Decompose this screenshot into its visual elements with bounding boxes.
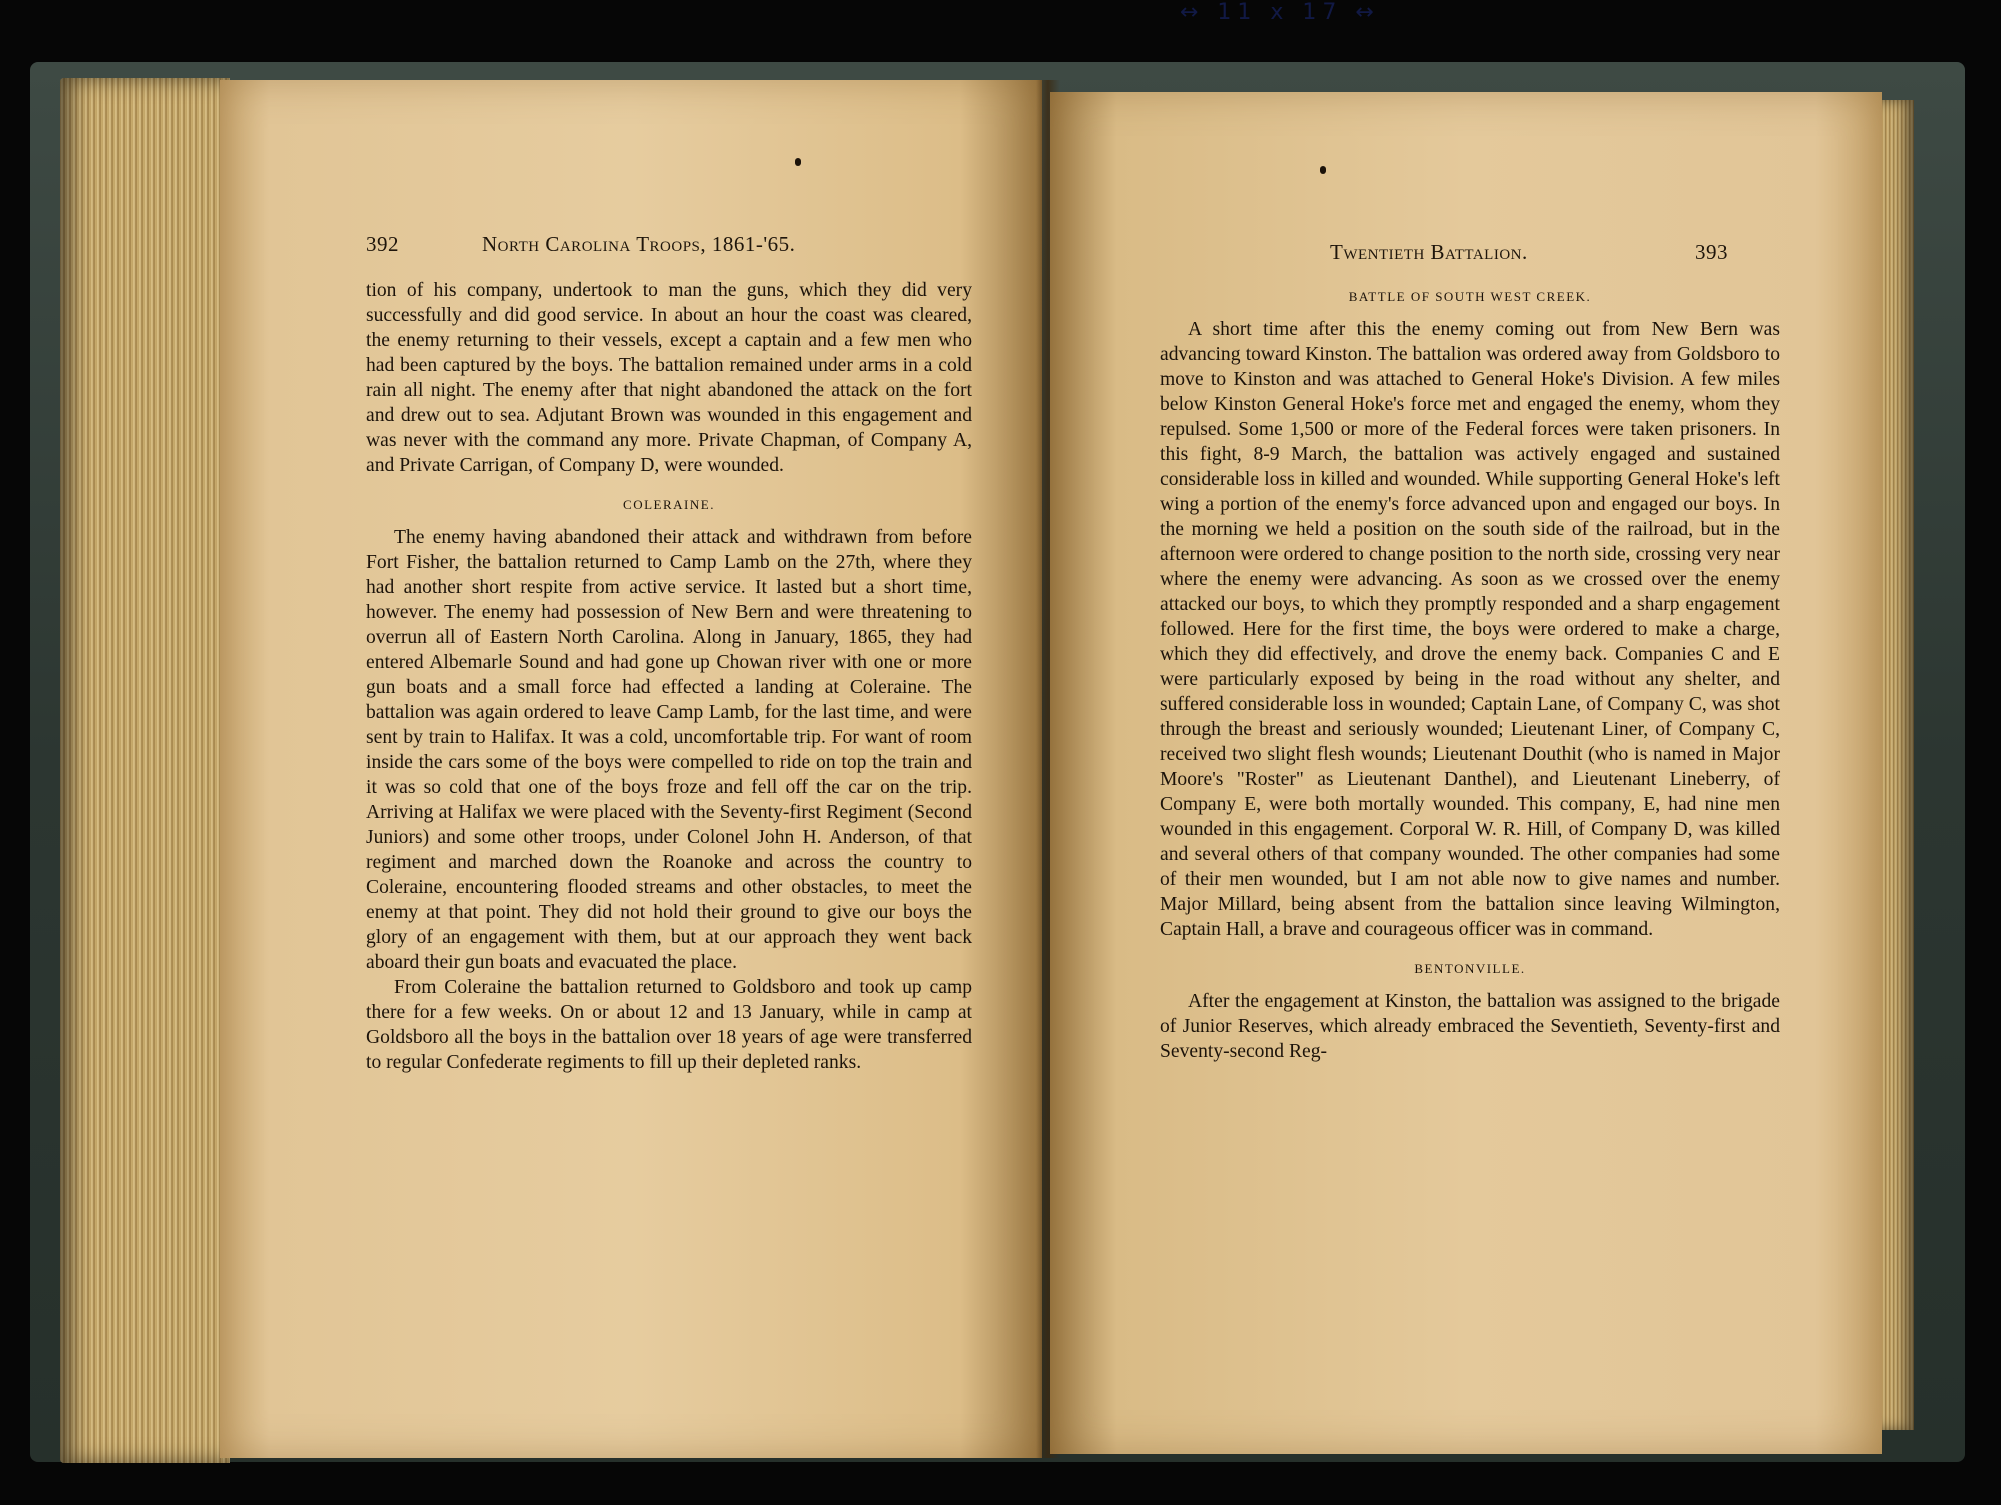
section-heading-coleraine: COLERAINE. [623,497,715,512]
paragraph: A short time after this the enemy coming out from New Bern was advancing toward Kinston. The battalion was ordered away from Goldsboro to move to Kinston and was attached to General Hoke's Division. A few miles below Kinston General Hoke's force met and engaged the enemy, whom they repulsed. Some 1,500 or more of the Federal forces were taken prisoners. In this fight, 8-9 March, the battalion was actively engaged and sustained considerable loss in killed and wounded. While supporting General Hoke's left wing a portion of the enemy's force advanced upon and engaged our boys. In the morning we held a position on the south side of the railroad, but in the afternoon were ordered to change position to the north side, crossing very near where the enemy were advancing. As soon as we crossed over the enemy attacked our boys, to which they promptly responded and a sharp engagement followed. Here for the first time, the boys were ordered to make a charge, which they did effectively, and drove the enemy back. Companies C and E were particularly exposed by being in the road without any shelter, and suffered considerable loss in wounded; Captain Lane, of Company C, was shot through the breast and seriously wounded; Lieutenant Liner, of Company C, received two slight flesh wounds; Lieutenant Douthit (who is named in Major Moore's "Roster" as Lieutenant Danthel), and Lieutenant Lineberry, of Company E, were both mortally wounded. This company, E, had nine men wounded in this engagement. Corporal W. R. Hill, of Company D, was killed and several others of that company wounded. The other companies had some of their men wounded, but I am not able now to give names and number. Major Millard, being absent from the battalion since leaving Wilmington, Captain Hall, a brave and courageous officer was in command. [1160,319,1780,940]
top-mark: ↔ 11 x 17 ↔ [1180,0,1380,25]
left-running-title: North Carolina Troops, 1861-'65. [482,232,796,256]
speck [1320,166,1326,174]
right-running-title: Twentieth Battalion. [1330,240,1528,264]
paragraph: tion of his company, undertook to man the guns, which they did very successfully and did good service. In about an hour the coast was cleared, the enemy returning to their vessels, except a captain and a few men who had been captured by the boys. The battalion remained under arms in a cold rain all night. The enemy after that night abandoned the attack on the fort and drew out to sea. Adjutant Brown was wounded in this engagement and was never with the command any more. Private Chapman, of Company A, and Private Carrigan, of Company D, were wounded. [366,280,972,476]
paragraph: The enemy having abandoned their attack and withdrawn from before Fort Fisher, the battalion returned to Camp Lamb on the 27th, where they had another short respite from active service. It lasted but a short time, however. The enemy had possession of New Bern and were threatening to overrun all of Eastern North Carolina. Along in January, 1865, they had entered Albemarle Sound and had gone up Chowan river with one or more gun boats and a small force had effected a landing at Coleraine. The battalion was again ordered to leave Camp Lamb, for the last time, and were sent by train to Halifax. It was a cold, uncomfortable trip. For want of room inside the cars some of the boys were compelled to ride on top the train and it was so cold that one of the boys froze and fell off the car on the trip. Arriving at Halifax we were placed with the Seventy-first Regiment (Second Juniors) and some other troops, under Colonel John H. Anderson, of that regiment and marched down the Roanoke and across the country to Coleraine, encountering flooded streams and other obstacles, to meet the enemy at that point. They did not hold their ground to give our boys the glory of an engagement with them, but at our approach they went back aboard their gun boats and evacuated the place. [366,527,972,973]
section-heading-bentonville: BENTONVILLE. [1414,961,1526,976]
right-page-stack [1878,100,1914,1430]
right-page [1050,92,1882,1454]
left-page-number: 392 [366,232,399,256]
left-body [366,278,972,1075]
right-page-number: 393 [1695,240,1728,264]
section-heading-south-west-creek: BATTLE OF SOUTH WEST CREEK. [1348,289,1592,304]
paragraph: From Coleraine the battalion returned to Goldsboro and took up camp there for a few weeks. On or about 12 and 13 January, while in camp at Goldsboro all the boys in the battalion over 18 years of age were transferred to regular Confederate regiments to fill up their depleted ranks. [366,977,972,1073]
left-page [220,80,1042,1458]
right-body [1160,284,1780,1064]
paragraph: After the engagement at Kinston, the battalion was assigned to the brigade of Junior Reserves, which already embraced the Seventieth, Seventy-first and Seventy-second Reg- [1160,991,1780,1062]
left-page-stack [60,78,230,1463]
speck [795,158,801,166]
